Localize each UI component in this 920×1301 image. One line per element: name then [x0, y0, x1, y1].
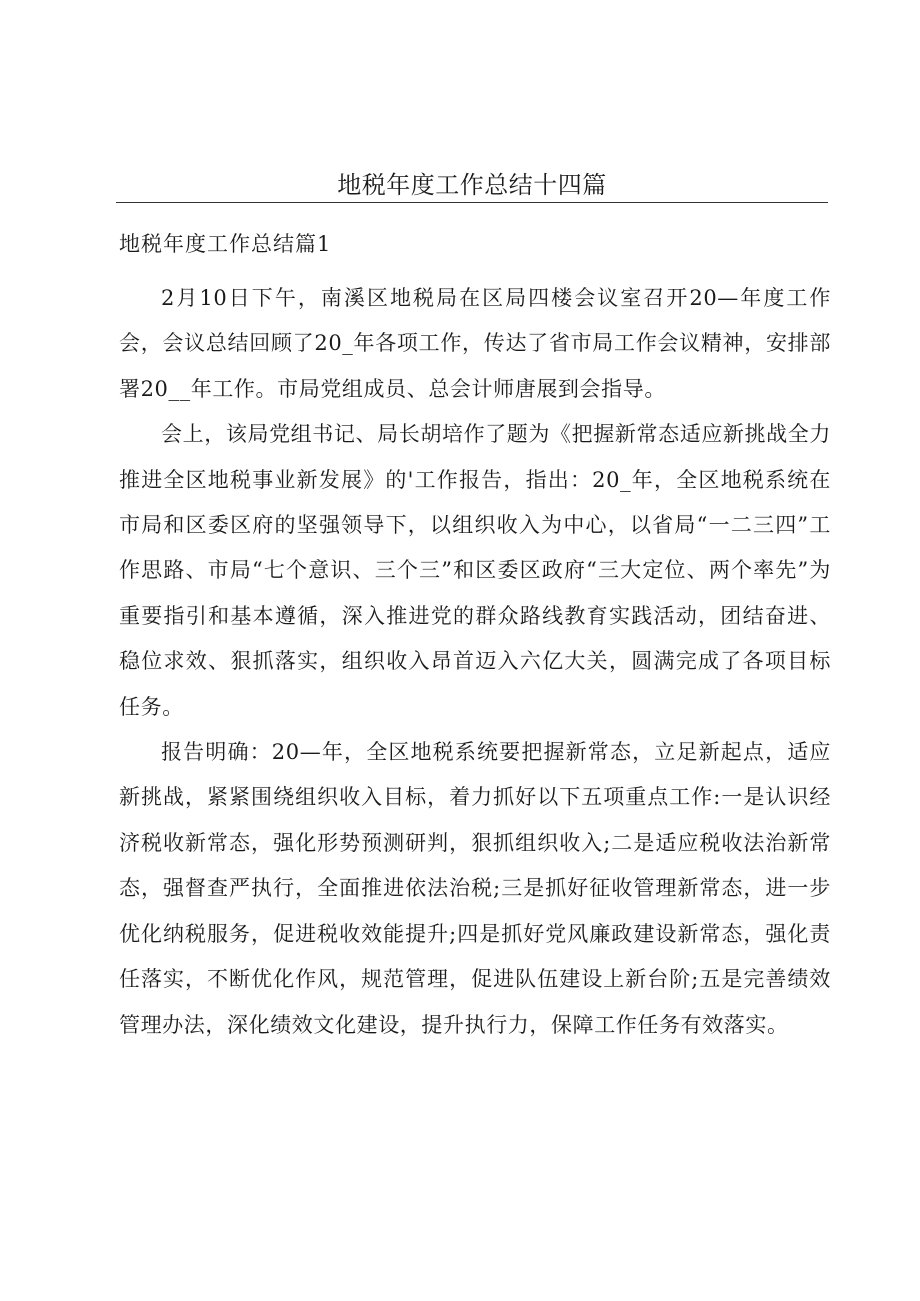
section-heading: 地税年度工作总结篇1 — [119, 232, 332, 256]
paragraph-3: 报告明确：20—年，全区地税系统要把握新常态，立足新起点，适应新挑战，紧紧围绕组织收入目标，着力抓好以下五项重点工作:一是认识经济税收新常态，强化形势预测研判，狠抓组织收入;二是适应税收法治新常态，强督查严执行，全面推进依法治税;三是抓好征收管理新常态，进一步优化纳税服务，促进税收效能提升;四是抓好党风廉政建设新常态，强化责任落实，不断优化作风，规范管理，促进队伍建设上新台阶;五是完善绩效管理办法，深化绩效文化建设，提升执行力，保障工作任务有效落实。 — [119, 740, 831, 1037]
paragraph-1: 2月10日下午，南溪区地税局在区局四楼会议室召开20—年度工作会，会议总结回顾了20_年各项工作，传达了省市局工作会议精神，安排部署20__年工作。市局党组成员、总会计师唐展到会指导。 — [119, 286, 831, 401]
document-title: 地税年度工作总结十四篇 — [337, 171, 607, 199]
title-underline — [116, 202, 828, 203]
paragraph-2: 会上，该局党组书记、局长胡培作了题为《把握新常态适应新挑战全力推进全区地税事业新发展》的'工作报告，指出：20_年，全区地税系统在市局和区委区府的坚强领导下，以组织收入为中心，以省局“一二三四”工作思路、市局“七个意识、三个三”和区委区政府“三大定位、两个率先”为重要指引和基本遵循，深入推进党的群众路线教育实践活动，团结奋进、稳位求效、狠抓落实，组织收入昂首迈入六亿大关，圆满完成了各项目标任务。 — [119, 422, 831, 719]
body-text — [119, 276, 831, 1048]
